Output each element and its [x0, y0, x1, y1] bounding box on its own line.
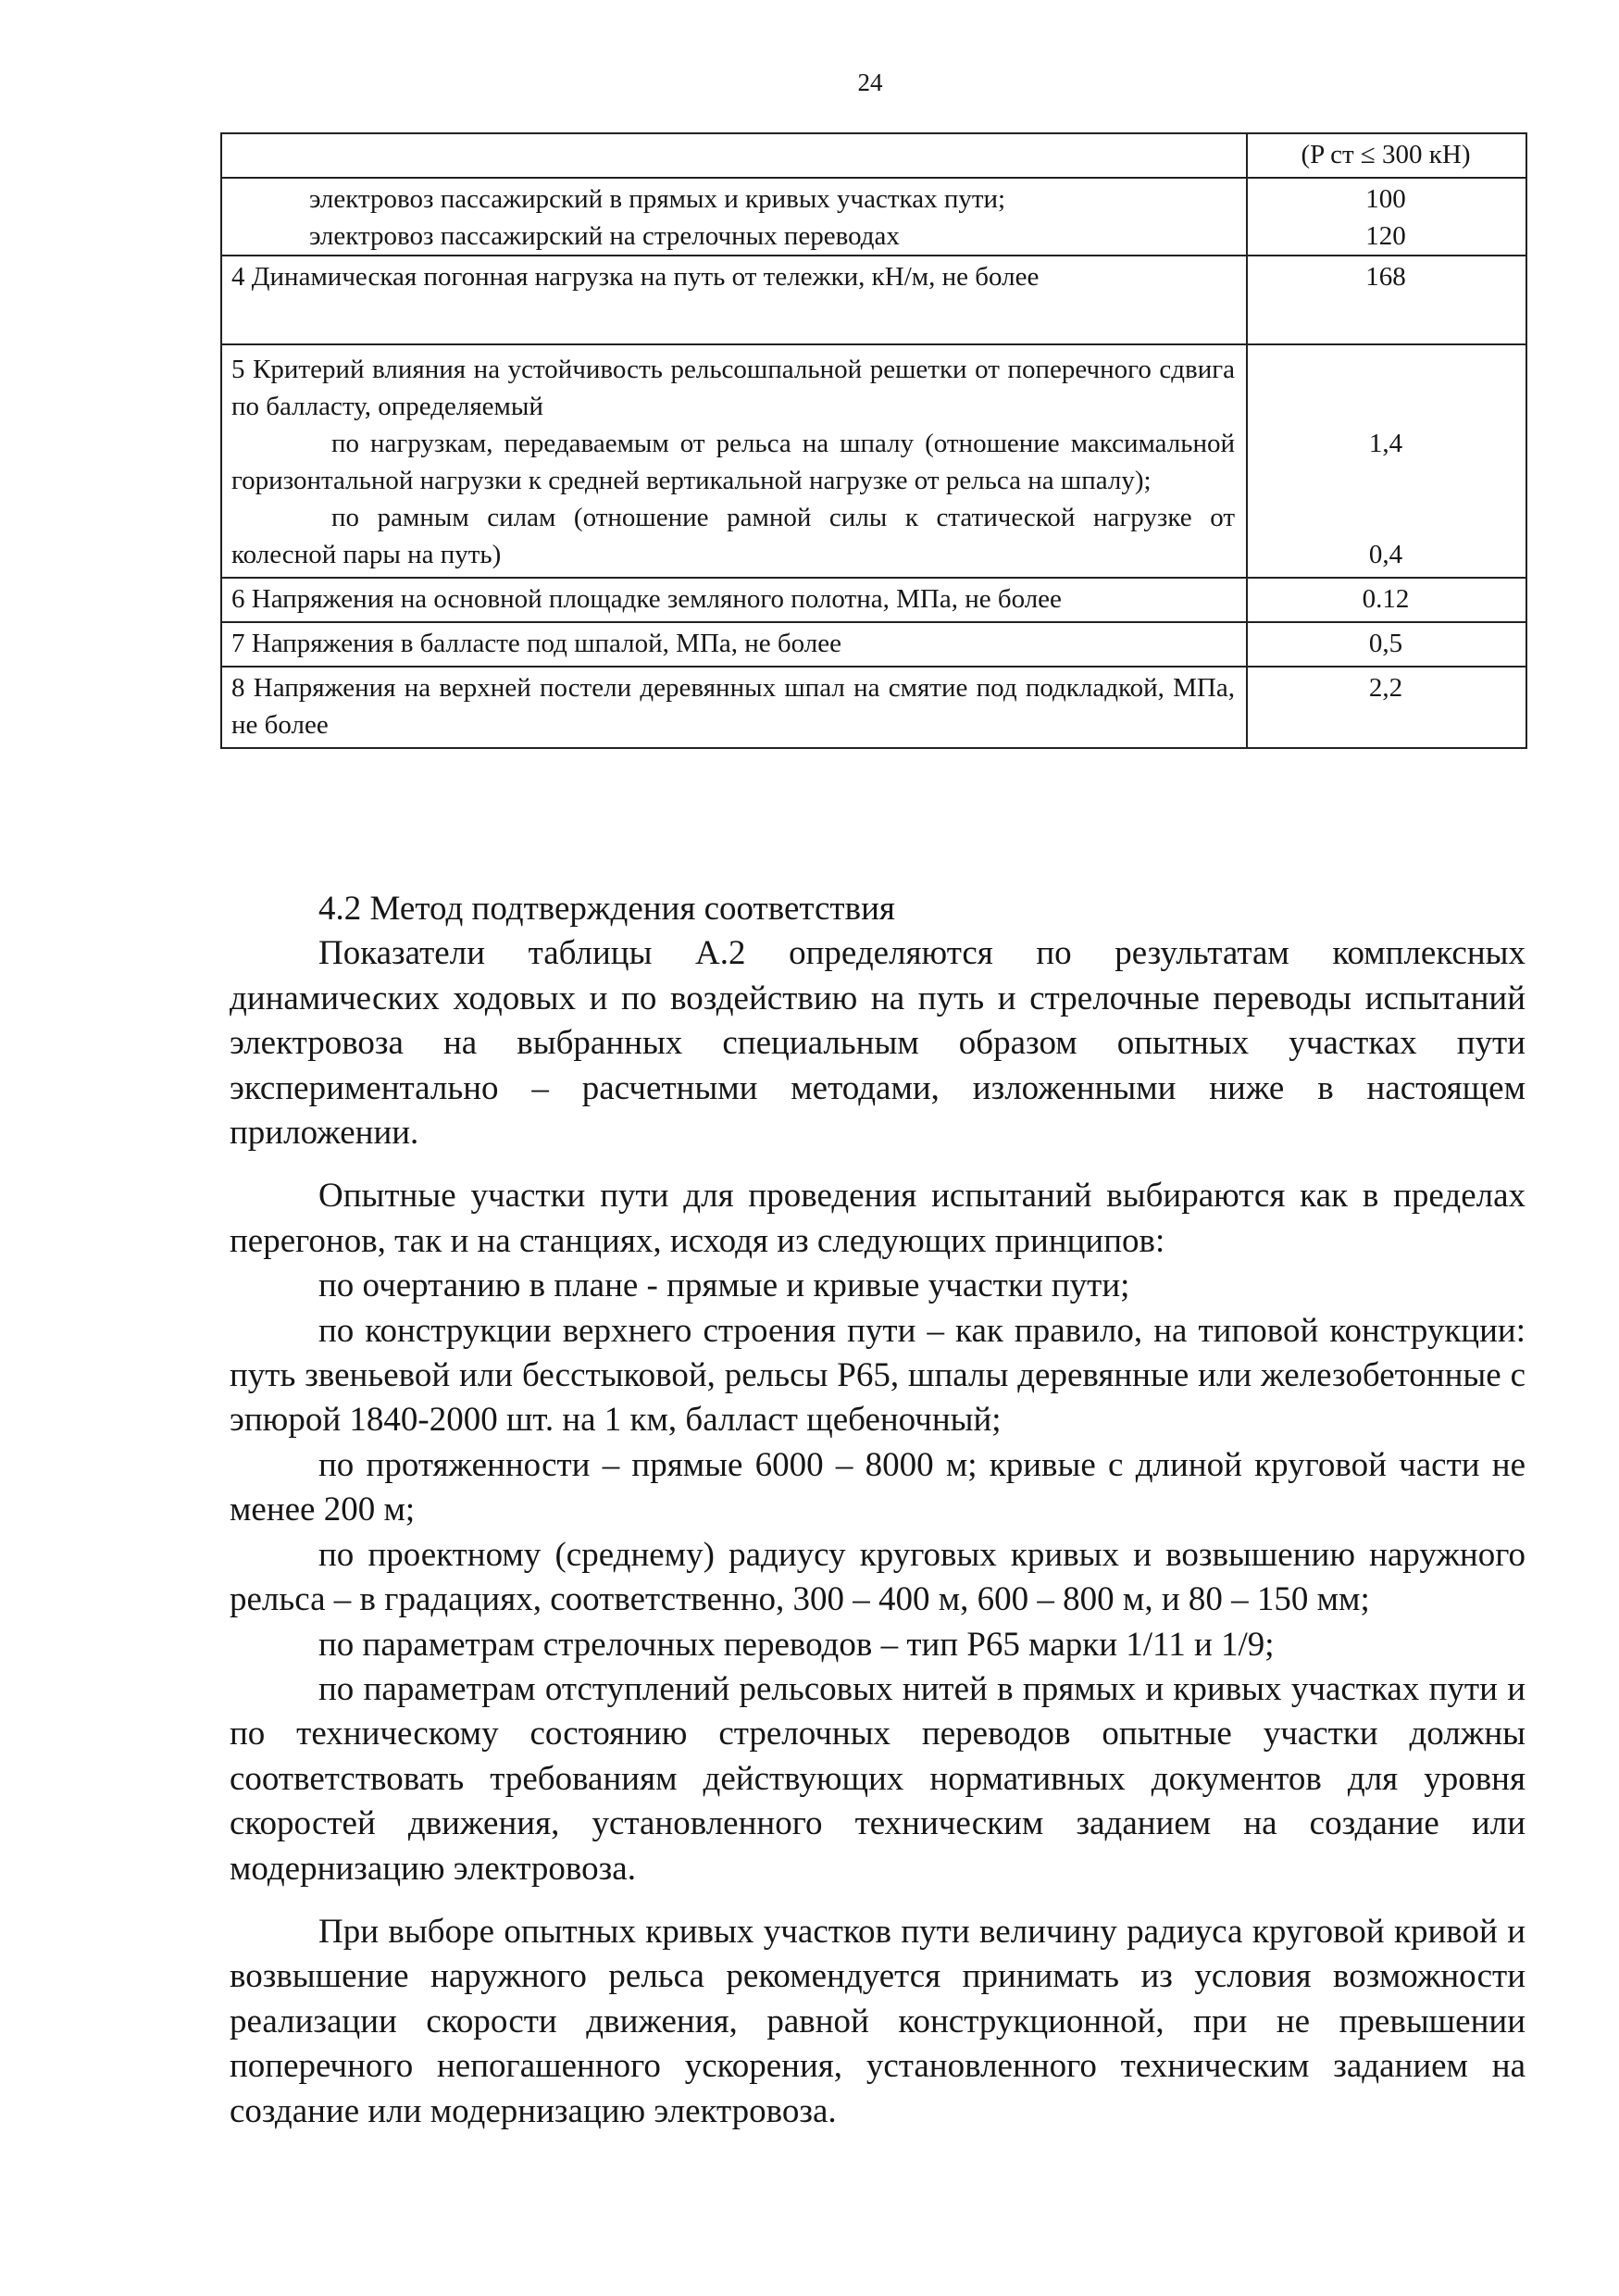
section-heading: 4.2 Метод подтверждения соответствия: [318, 890, 895, 928]
table-cell-value: 2,2: [1247, 667, 1526, 748]
table-cell-value: 0,5: [1247, 622, 1526, 667]
section-4-2: [230, 887, 1526, 2134]
row-value: 100: [1365, 184, 1406, 214]
table-cell-value: [1247, 178, 1526, 256]
table-row: [221, 667, 1526, 748]
paragraph: При выборе опытных кривых участков пути величину радиуса круговой кривой и возвышение наружного рельса рекомендуется принимать из условия возможности реализации скорости движения, равной конструкционной, при не превышении поперечного непогашенного ускорения, установленного техническим заданием на создание или модернизацию электровоза.: [230, 1912, 1526, 2130]
table-row: [221, 344, 1526, 578]
row-text: по рамным силам (отношение рамной силы к статической нагрузке от колесной пары на путь): [231, 503, 1235, 569]
table-cell-text: [221, 178, 1247, 256]
paragraph: Показатели таблицы А.2 определяются по результатам комплексных динамических ходовых и по воздействию на путь и стрелочные переводы испытаний электровоза на выбранных специальным образом опытных участках пути экспериментально – расчетными методами, изложенными ниже в настоящем приложении.: [230, 934, 1526, 1153]
row-value: 120: [1365, 221, 1406, 251]
row-line: электровоз пассажирский в прямых и кривых участках пути;: [309, 184, 1006, 214]
list-item: по параметрам отступлений рельсовых нитей в прямых и кривых участках пути и по техническому состоянию стрелочных переводов опытные участки должны соответствовать требованиям действующих нормативных документов для уровня скоростей движения, установленного техническим заданием на создание или модернизацию электровоза.: [230, 1669, 1526, 1888]
list-item: по протяженности – прямые 6000 – 8000 м; кривые с длиной круговой части не менее 200 м;: [230, 1445, 1526, 1529]
table-cell-text: 7 Напряжения в балласте под шпалой, МПа, не более: [221, 622, 1247, 667]
table-cell-value: 168: [1247, 256, 1526, 344]
requirements-table: [220, 132, 1527, 749]
table-row: [221, 178, 1526, 256]
table-cell-empty: [221, 133, 1247, 178]
row-line: электровоз пассажирский на стрелочных переводах: [309, 221, 900, 251]
list-item: по конструкции верхнего строения пути – как правило, на типовой конструкции: путь звеньевой или бесстыковой, рельсы Р65, шпалы деревянные или железобетонные с эпюрой 1840-2000 шт. на 1 км, балласт щебеночный;: [230, 1311, 1526, 1440]
row-text: 5 Критерий влияния на устойчивость рельсошпальной решетки от поперечного сдвига по балласту, определяемый: [231, 355, 1235, 421]
table-row: [221, 578, 1526, 622]
table-cell-value: [1247, 344, 1526, 578]
list-item: по очертанию в плане - прямые и кривые участки пути;: [318, 1267, 1130, 1305]
paragraph: Опытные участки пути для проведения испытаний выбираются как в пределах перегонов, так и на станциях, исходя из следующих принципов:: [230, 1177, 1526, 1260]
table-header-value: (P ст ≤ 300 кН): [1247, 133, 1526, 178]
table-cell-text: 6 Напряжения на основной площадке земляного полотна, МПа, не более: [221, 578, 1247, 622]
list-item: по параметрам стрелочных переводов – тип Р65 марки 1/11 и 1/9;: [318, 1625, 1275, 1664]
row-text: по нагрузкам, передаваемым от рельса на шпалу (отношение максимальной горизонтальной нагрузки к средней вертикальной нагрузке от рельса на шпалу);: [231, 429, 1235, 495]
table-cell-value: 0.12: [1247, 578, 1526, 622]
page-number: 24: [857, 69, 883, 96]
table-row: [221, 622, 1526, 667]
row-value: 0,4: [1368, 540, 1403, 569]
list-item: по проектному (среднему) радиусу круговых кривых и возвышению наружного рельса – в градациях, соответственно, 300 – 400 м, 600 – 800 м, и 80 – 150 мм;: [230, 1535, 1526, 1619]
table-cell-text: [221, 344, 1247, 578]
table-cell-text: 8 Напряжения на верхней постели деревянных шпал на смятие под подкладкой, МПа, не более: [221, 667, 1247, 748]
table-row: [221, 133, 1526, 178]
row-value: 1,4: [1368, 429, 1403, 458]
table-row: [221, 256, 1526, 344]
table-cell-text: 4 Динамическая погонная нагрузка на путь от тележки, кН/м, не более: [221, 256, 1247, 344]
